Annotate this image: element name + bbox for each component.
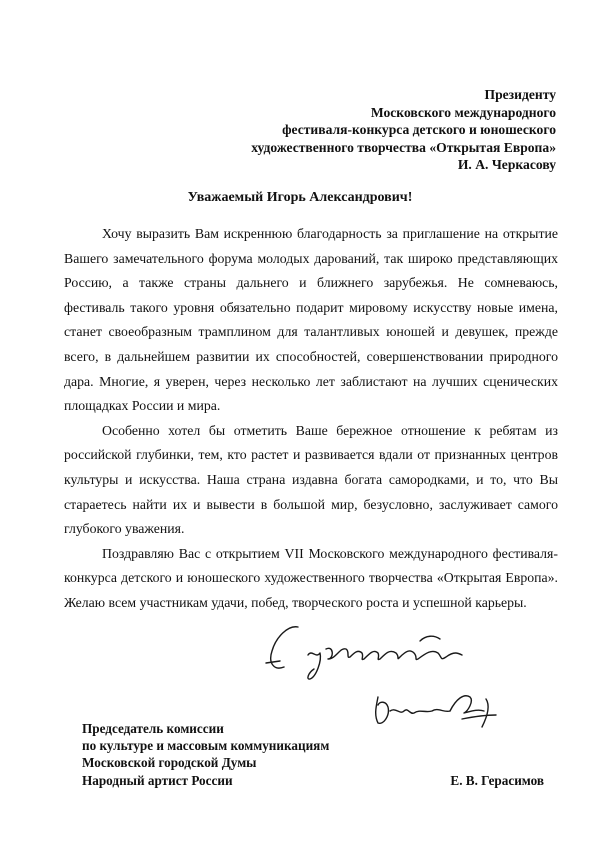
signature-stroke bbox=[482, 699, 488, 727]
signature-stroke bbox=[390, 710, 450, 714]
signature-stroke bbox=[462, 715, 496, 719]
salutation: Уважаемый Игорь Александрович! bbox=[187, 190, 413, 205]
signature-stroke bbox=[376, 697, 389, 723]
body-paragraph: Поздравляю Вас с открытием VII Московского международного фестиваля-конкурса детского и юношеского художественного творчества «Открытая Европа». Желаю всем участникам удачи, побед, творческого роста и успешной карьеры. bbox=[64, 545, 558, 610]
signatory-line: Московской городской Думы bbox=[82, 755, 257, 771]
handwritten-note-stroke bbox=[308, 653, 320, 679]
addressee-block bbox=[251, 86, 556, 174]
handwritten-note-stroke bbox=[326, 648, 462, 659]
handwritten-note-stroke bbox=[420, 636, 440, 641]
addressee-line: И. А. Черкасову bbox=[457, 157, 556, 172]
addressee-line: Президенту bbox=[484, 87, 556, 102]
signatory-line: по культуре и массовым коммуникациям bbox=[82, 738, 330, 754]
handwritten-signature bbox=[250, 615, 520, 735]
body-paragraph: Хочу выразить Вам искреннюю благодарность за приглашение на открытие Вашего замечательного форума молодых дарований, так широко представляющих Россию, а также страны дальнего и ближнего зарубежья. Не сомневаюсь, фестиваль такого уровня обязательно подарит мировому искусству новые имена, станет своеобразным трамплином для талантливых юношей и девушек, прежде всего, в дальнейшем развитии их способностей, совершенствовании природного дара. Многие, я уверен, через несколько лет заблистают на лучших сценических площадках России и мира. bbox=[64, 226, 558, 414]
letter-body bbox=[64, 222, 558, 616]
signer-name: Е. В. Герасимов bbox=[450, 773, 544, 788]
handwritten-note-stroke bbox=[266, 661, 280, 663]
signatory-line: Председатель комиссии bbox=[82, 721, 224, 736]
signature-stroke bbox=[450, 696, 484, 713]
signatory-block bbox=[82, 720, 329, 789]
body-paragraph: Особенно хотел бы отметить Ваше бережное отношение к ребятам из российской глубинки, тем, кто растет и развивается вдали от признанных центров культуры и искусства. Наша страна издавна богата самородками, и то, что Вы стараетесь найти их и вывести в большой мир, безусловно, заслуживает самого глубокого уважения. bbox=[64, 422, 558, 537]
addressee-line: художественного творчества «Открытая Европа» bbox=[251, 139, 556, 155]
signatory-line: Народный артист России bbox=[82, 772, 233, 788]
addressee-line: Московского международного bbox=[370, 104, 556, 120]
addressee-line: фестиваля-конкурса детского и юношеского bbox=[282, 122, 556, 137]
